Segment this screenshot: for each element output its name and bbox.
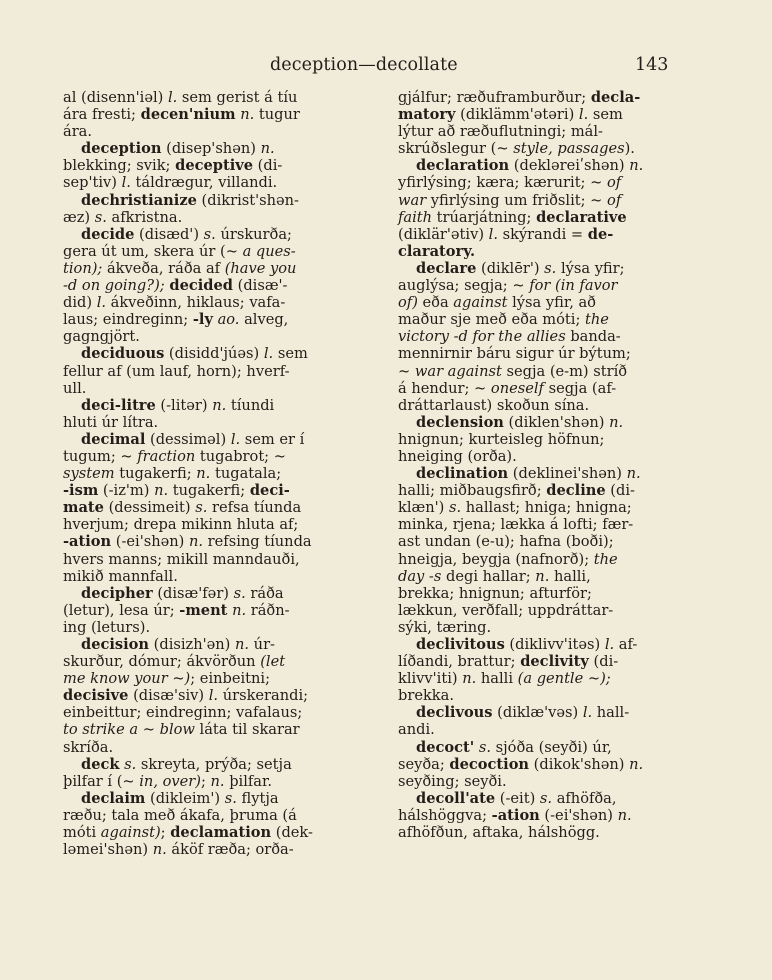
entry-text-line: ára. (63, 123, 93, 141)
entry-text-line: hluti úr lítra. (63, 413, 159, 431)
entry-text-line: ~ war against segja (e-m) stríð (398, 362, 628, 380)
entry-text-line: seyða; decoction (dikok'shən) n. (398, 755, 644, 773)
entry-text-line: hverjum; drepa mikinn hluta af; (63, 516, 299, 534)
entry-text-line: gera út um, skera úr (~ a ques- (63, 242, 296, 260)
entry-text-line: -ism (-iz'm) n. tugakerfi; deci- (63, 482, 290, 500)
entry-text-line: sýki, tæring. (398, 618, 492, 636)
entry-text-line: tion); ákveða, ráða af (have you (63, 259, 297, 277)
entry-start-line: decimal (dessiməl) l. sem er í (81, 430, 305, 448)
entry-text-line: claratory. (398, 242, 476, 260)
entry-text-line: einbeittur; eindreginn; vafalaus; (63, 704, 303, 722)
entry-start-line: declare (diklēr') s. lýsa yfir; (416, 259, 625, 277)
entry-text-line: hvers manns; mikill manndauði, (63, 550, 300, 568)
entry-text-line: dráttarlaust) skoðun sína. (398, 396, 590, 414)
entry-text-line: faith trúarjátning; declarative (398, 208, 627, 226)
entry-text-line: yfirlýsing; kæra; kærurit; ~ of (398, 174, 622, 192)
entry-text-line: skríða. (63, 738, 114, 756)
entry-text-line: brekka. (398, 687, 454, 705)
entry-text-line: to strike a ~ blow láta til skarar (63, 721, 300, 739)
entry-text-line: brekka; hnignun; afturför; (398, 584, 592, 602)
entry-text-line: mate (dessimeit) s. refsa tíunda (63, 499, 302, 517)
entry-text-line: lækkun, verðfall; uppdráttar- (398, 601, 614, 619)
entry-start-line: decide (disæd') s. úrskurða; (81, 225, 292, 243)
entry-start-line: decipher (disæ'fər) s. ráða (81, 584, 284, 602)
entry-text-line: (diklär'ətiv) l. skýrandi = de- (398, 225, 614, 243)
entry-start-line: decoll'ate (-eit) s. afhöfða, (416, 789, 617, 807)
entry-text-line: ræðu; tala með ákafa, þruma (á (63, 806, 297, 824)
entry-start-line: declension (diklen'shən) n. (416, 413, 624, 431)
entry-start-line: deci-litre (-litər) n. tíundi (81, 396, 275, 414)
entry-text-line: of) eða against lýsa yfir, að (398, 294, 596, 312)
entry-text-line: tugum; ~ fraction tugabrot; ~ (63, 447, 286, 465)
left-column (63, 89, 373, 858)
entry-text-line: seyðing; seyði. (398, 772, 507, 790)
entry-text-line: minka, rjena; lækka á lofti; fær- (398, 516, 634, 534)
entry-text-line: klivv'iti) n. halli (a gentle ~); (398, 670, 611, 688)
entry-text-line: andi. (398, 721, 435, 739)
entry-text-line: ull. (63, 379, 87, 397)
entry-text-line: matory (diklämm'ətəri) l. sem (398, 106, 623, 124)
entry-start-line: deciduous (disidd'júəs) l. sem (81, 345, 308, 363)
entry-text-line: ing (leturs). (63, 618, 151, 636)
entry-text-line: ləmei'shən) n. áköf ræða; orða- (63, 841, 294, 859)
entry-text-line: maður sje með eða móti; the (398, 311, 609, 329)
entry-text-line: á hendur; ~ oneself segja (af- (398, 379, 617, 397)
entry-text-line: hálshöggva; -ation (-ei'shən) n. (398, 806, 632, 824)
entry-text-line: fellur af (um lauf, horn); hverf- (63, 362, 290, 380)
entry-text-line: blekking; svik; deceptive (di- (63, 157, 283, 175)
entry-text-line: gagngjört. (63, 328, 140, 346)
entry-text-line: war yfirlýsing um friðslit; ~ of (398, 191, 622, 209)
entry-start-line: declaration (dekləreiʹshən) n. (416, 157, 644, 175)
entry-text-line: system tugakerfi; n. tugatala; (63, 465, 282, 483)
entry-text-line: laus; eindreginn; -ly ao. alveg, (63, 311, 289, 329)
entry-start-line: decoct' s. sjóða (seyði) úr, (416, 738, 612, 756)
entry-text-line: ast undan (e-u); hafna (boði); (398, 533, 614, 551)
entry-text-line: afhöfðun, aftaka, hálshögg. (398, 824, 600, 842)
entry-start-line: deck s. skreyta, prýða; setja (81, 755, 292, 773)
entry-text-line: -d on going?); decided (disæ'- (63, 277, 288, 295)
entry-text-line: lýtur að ræðuflutningi; mál- (398, 123, 603, 141)
entry-start-line: declivous (diklæ'vəs) l. hall- (416, 704, 630, 722)
entry-text-line: ára fresti; decen'nium n. tugur (63, 106, 300, 124)
entry-text-line: al (disenn'iəl) l. sem gerist á tíu (63, 89, 298, 106)
entry-text-line: þilfar í (~ in, over); n. þilfar. (63, 772, 272, 790)
entry-text-line: æz) s. afkristna. (63, 208, 183, 226)
entry-text-line: victory -d for the allies banda- (398, 328, 621, 346)
entry-text-line: klæn') s. hallast; hniga; hnigna; (398, 499, 632, 517)
entry-text-line: decisive (disæ'siv) l. úrskerandi; (63, 687, 309, 705)
entry-start-line: declivitous (diklivv'itəs) l. af- (416, 636, 638, 653)
running-head: deception—decollate (270, 55, 458, 75)
entry-text-line: hneigja, beygja (nafnorð); the (398, 550, 618, 568)
entry-text-line: halli; miðbaugsfirð; decline (di- (398, 482, 635, 500)
page-number: 143 (635, 55, 669, 75)
entry-text-line: hnignun; kurteisleg höfnun; (398, 430, 605, 448)
entry-start-line: dechristianize (dikrist'shən- (81, 191, 299, 209)
entry-text-line: did) l. ákveðinn, hiklaus; vafa- (63, 294, 286, 312)
entry-text-line: skrúðslegur (~ style, passages). (398, 140, 635, 158)
entry-start-line: declaim (dikleim') s. flytja (81, 789, 279, 807)
entry-text-line: me know your ~); einbeitni; (63, 670, 271, 688)
entry-text-line: líðandi, brattur; declivity (di- (398, 653, 619, 671)
entry-start-line: deception (disep'shən) n. (81, 140, 275, 158)
entry-text-line: skurður, dómur; ákvörðun (let (63, 653, 286, 671)
entry-text-line: mikið mannfall. (63, 567, 178, 585)
entry-text-line: sep'tiv) l. táldrægur, villandi. (63, 174, 278, 192)
entry-text-line: mennirnir báru sigur úr býtum; (398, 345, 631, 363)
entry-start-line: declination (deklinei'shən) n. (416, 465, 641, 483)
entry-start-line: decision (disizh'ən) n. úr- (81, 636, 275, 653)
entry-text-line: gjálfur; ræðuframburður; decla- (398, 89, 641, 106)
entry-text-line: auglýsa; segja; ~ for (in favor (398, 277, 618, 295)
entry-text-line: day -s degi hallar; n. halli, (398, 567, 591, 585)
entry-text-line: -ation (-ei'shən) n. refsing tíunda (63, 533, 312, 551)
right-column (398, 89, 666, 841)
entry-text-line: hneiging (orða). (398, 447, 517, 465)
entry-text-line: (letur), lesa úr; -ment n. ráðn- (63, 601, 290, 619)
entry-text-line: móti against); declamation (dek- (63, 824, 313, 842)
